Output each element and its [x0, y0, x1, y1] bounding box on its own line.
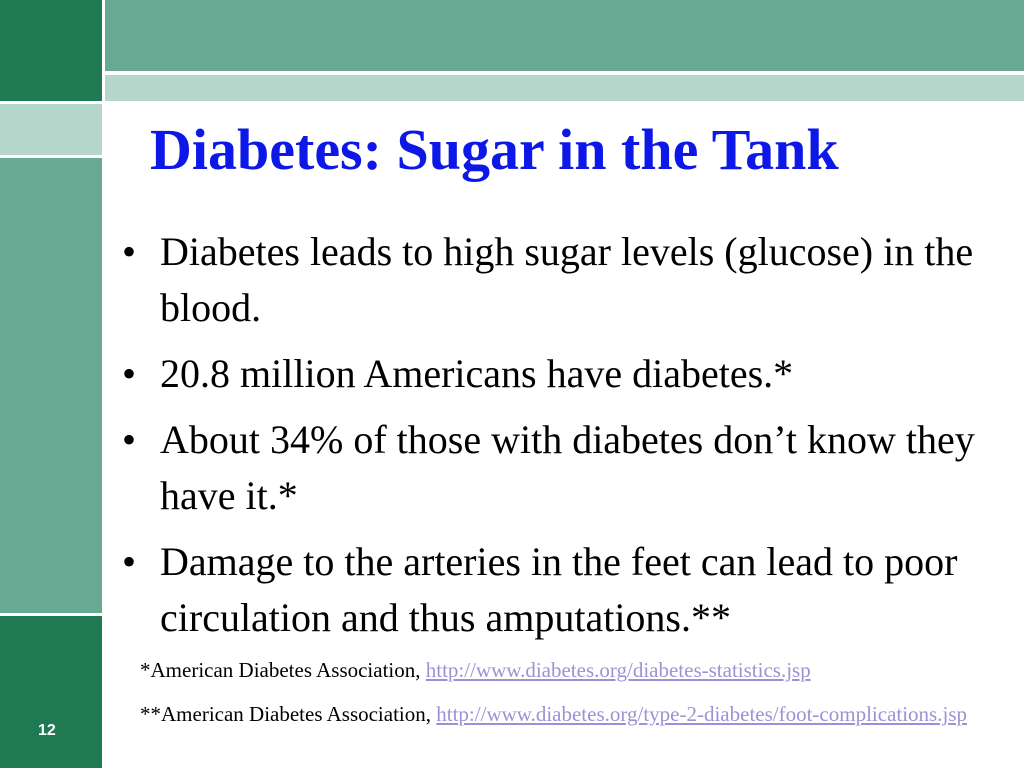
reference-link[interactable]: http://www.diabetes.org/diabetes-statistics.jsp — [425, 658, 811, 682]
reference-link[interactable]: http://www.diabetes.org/type-2-diabetes/foot-complications.jsp — [436, 702, 967, 726]
top-light-stripe — [105, 75, 1024, 101]
reference-source: *American Diabetes Association, — [140, 658, 426, 682]
bullet-list — [118, 224, 998, 656]
bullet-glyph: • — [122, 417, 137, 462]
left-bar-bottom-block — [0, 616, 102, 768]
bullet-item — [118, 534, 998, 646]
left-bar-middle-block — [0, 158, 102, 613]
bullet-text: Diabetes leads to high sugar levels (glucose) in the blood. — [160, 229, 974, 330]
references — [140, 656, 1000, 744]
top-banner — [105, 0, 1024, 71]
bullet-text: About 34% of those with diabetes don’t know they have it.* — [160, 417, 975, 518]
bullet-text: 20.8 million Americans have diabetes.* — [160, 351, 794, 396]
left-bar-light-block — [0, 104, 102, 155]
bullet-item — [118, 346, 998, 402]
bullet-item — [118, 224, 998, 336]
bullet-glyph: • — [122, 229, 137, 274]
slide-title: Diabetes: Sugar in the Tank — [150, 117, 839, 182]
bullet-glyph: • — [122, 539, 137, 584]
reference-2 — [140, 700, 1000, 728]
bullet-item — [118, 412, 998, 524]
reference-1 — [140, 656, 1000, 684]
left-bar-top-block — [0, 0, 102, 101]
bullet-glyph: • — [122, 351, 137, 396]
reference-source: **American Diabetes Association, — [140, 702, 437, 726]
page-number: 12 — [38, 722, 56, 739]
bullet-text: Damage to the arteries in the feet can lead to poor circulation and thus amputations.** — [160, 539, 958, 640]
